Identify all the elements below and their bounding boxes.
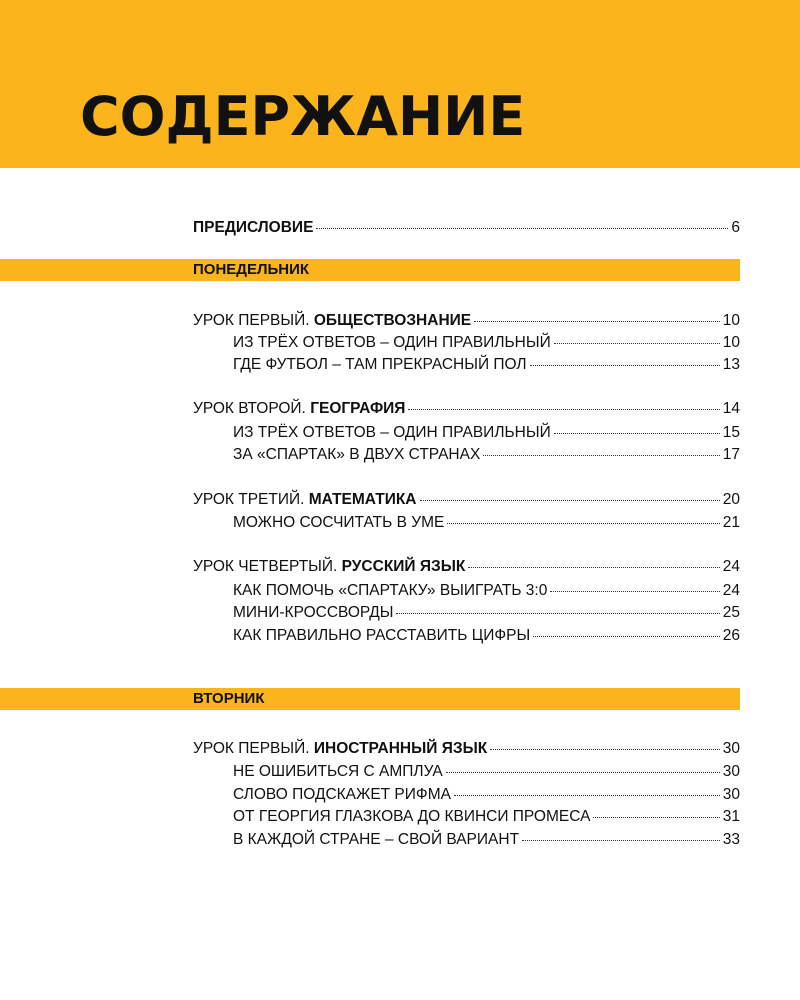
lesson-subject: РУССКИЙ ЯЗЫК <box>341 558 466 575</box>
toc-lesson[interactable] <box>193 489 740 511</box>
page-number: 13 <box>722 356 740 373</box>
page-number: 10 <box>722 312 740 329</box>
dot-leader <box>446 772 720 773</box>
page-number: 30 <box>722 740 740 757</box>
toc-lesson[interactable] <box>193 738 740 760</box>
page-number: 24 <box>722 558 740 575</box>
item-title: КАК ПРАВИЛЬНО РАССТАВИТЬ ЦИФРЫ <box>233 627 531 644</box>
page-number: 25 <box>722 604 740 621</box>
page-title: СОДЕРЖАНИЕ <box>80 85 526 148</box>
dot-leader <box>593 817 719 818</box>
page-number: 6 <box>731 219 740 236</box>
dot-leader <box>316 228 728 229</box>
toc-item[interactable] <box>233 806 740 828</box>
toc-item[interactable] <box>233 580 740 602</box>
toc-item[interactable] <box>233 784 740 806</box>
dot-leader <box>554 433 720 434</box>
section-band <box>0 259 740 281</box>
page-number: 15 <box>722 424 740 441</box>
dot-leader <box>554 343 720 344</box>
toc-lesson[interactable] <box>193 310 740 332</box>
dot-leader <box>420 500 720 501</box>
page-number: 26 <box>722 627 740 644</box>
item-title: НЕ ОШИБИТЬСЯ С АМПЛУА <box>233 763 443 780</box>
toc-item[interactable] <box>233 444 740 466</box>
dot-leader <box>396 613 719 614</box>
item-title: СЛОВО ПОДСКАЖЕТ РИФМА <box>233 786 451 803</box>
toc-entry-preface[interactable] <box>193 217 740 239</box>
page-number: 30 <box>722 786 740 803</box>
dot-leader <box>474 321 720 322</box>
toc-item[interactable] <box>233 512 740 534</box>
dot-leader <box>483 455 719 456</box>
section-band <box>0 688 740 710</box>
toc-item[interactable] <box>233 422 740 444</box>
dot-leader <box>533 636 720 637</box>
item-title: МИНИ-КРОССВОРДЫ <box>233 604 394 621</box>
page-number: 20 <box>722 491 740 508</box>
lesson-prefix: УРОК ВТОРОЙ. <box>193 400 306 417</box>
toc-item[interactable] <box>233 602 740 624</box>
dot-leader <box>490 749 720 750</box>
lesson-prefix: УРОК ТРЕТИЙ. <box>193 491 305 508</box>
page-number: 21 <box>722 514 740 531</box>
item-title: ГДЕ ФУТБОЛ – ТАМ ПРЕКРАСНЫЙ ПОЛ <box>233 356 527 373</box>
dot-leader <box>447 523 719 524</box>
page-number: 17 <box>722 446 740 463</box>
dot-leader <box>550 591 719 592</box>
dot-leader <box>408 409 719 410</box>
lesson-prefix: УРОК ЧЕТВЕРТЫЙ. <box>193 558 338 575</box>
toc-item[interactable] <box>233 332 740 354</box>
lesson-prefix: УРОК ПЕРВЫЙ. <box>193 312 310 329</box>
toc-item[interactable] <box>233 761 740 783</box>
dot-leader <box>468 567 719 568</box>
item-title: МОЖНО СОСЧИТАТЬ В УМЕ <box>233 514 445 531</box>
lesson-subject: МАТЕМАТИКА <box>308 491 417 508</box>
section-title: ВТОРНИК <box>193 690 265 707</box>
lesson-subject: ОБЩЕСТВОЗНАНИЕ <box>313 312 472 329</box>
item-title: ЗА «СПАРТАК» В ДВУХ СТРАНАХ <box>233 446 481 463</box>
lesson-subject: ИНОСТРАННЫЙ ЯЗЫК <box>313 740 488 757</box>
item-title: ОТ ГЕОРГИЯ ГЛАЗКОВА ДО КВИНСИ ПРОМЕСА <box>233 808 591 825</box>
lesson-prefix: УРОК ПЕРВЫЙ. <box>193 740 310 757</box>
toc-lesson[interactable] <box>193 556 740 578</box>
page-number: 24 <box>722 582 740 599</box>
dot-leader <box>454 795 720 796</box>
page-number: 30 <box>722 763 740 780</box>
toc-label: ПРЕДИСЛОВИЕ <box>193 219 314 236</box>
item-title: КАК ПОМОЧЬ «СПАРТАКУ» ВЫИГРАТЬ 3:0 <box>233 582 548 599</box>
dot-leader <box>530 365 720 366</box>
toc-lesson[interactable] <box>193 398 740 420</box>
toc-item[interactable] <box>233 625 740 647</box>
lesson-subject: ГЕОГРАФИЯ <box>310 400 406 417</box>
page-number: 33 <box>722 831 740 848</box>
page-number: 31 <box>722 808 740 825</box>
item-title: В КАЖДОЙ СТРАНЕ – СВОЙ ВАРИАНТ <box>233 831 520 848</box>
toc-item[interactable] <box>233 829 740 851</box>
item-title: ИЗ ТРЁХ ОТВЕТОВ – ОДИН ПРАВИЛЬНЫЙ <box>233 424 551 441</box>
section-title: ПОНЕДЕЛЬНИК <box>193 261 310 278</box>
dot-leader <box>522 840 720 841</box>
toc-item[interactable] <box>233 354 740 376</box>
page-number: 10 <box>722 334 740 351</box>
page-number: 14 <box>722 400 740 417</box>
item-title: ИЗ ТРЁХ ОТВЕТОВ – ОДИН ПРАВИЛЬНЫЙ <box>233 334 551 351</box>
